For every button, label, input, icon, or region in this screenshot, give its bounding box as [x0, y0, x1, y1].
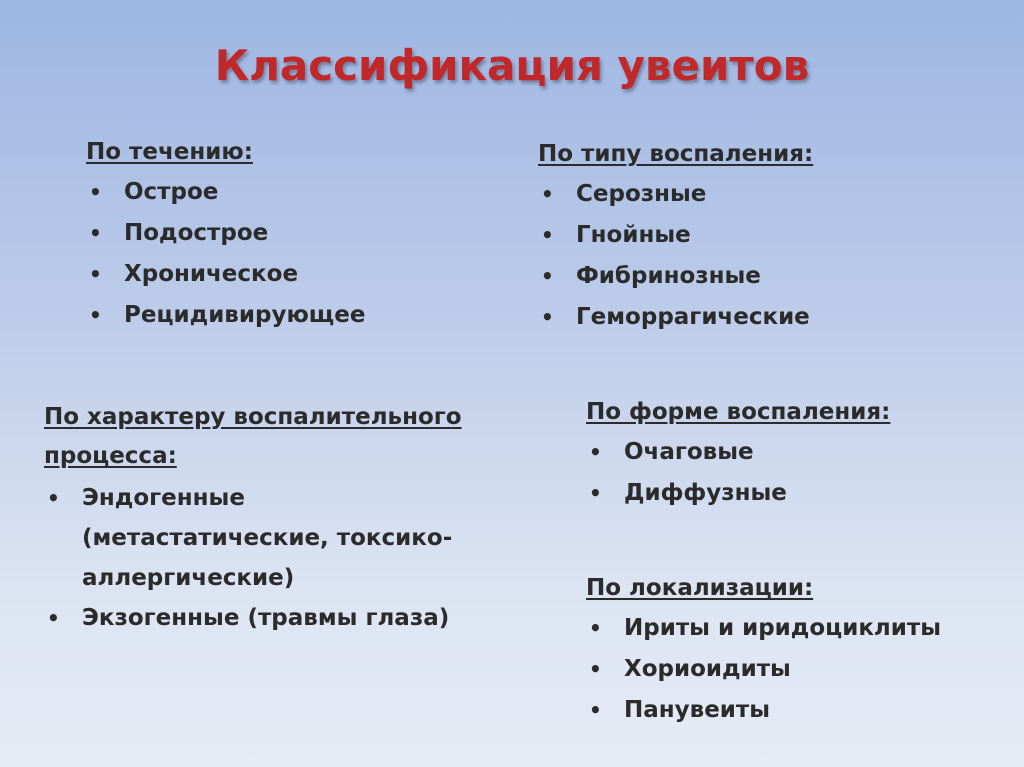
- list-item: [586, 473, 890, 514]
- list-item: [86, 254, 365, 295]
- bullet-icon: •: [589, 657, 602, 681]
- bullet-icon: •: [541, 264, 554, 288]
- list-item-text: Рецидивирующее: [124, 302, 366, 328]
- bullet-icon: •: [541, 223, 554, 247]
- list-item-text-line: аллергические): [82, 565, 295, 591]
- bullet-list: [44, 478, 462, 638]
- section-heading: [44, 398, 462, 476]
- list-item: [86, 213, 365, 254]
- list-item: [44, 598, 462, 638]
- bullet-icon: •: [541, 305, 554, 329]
- list-item: [538, 297, 813, 338]
- list-item: [586, 608, 941, 649]
- list-item-text: Очаговые: [624, 439, 754, 465]
- list-item: [86, 295, 365, 336]
- list-item: [538, 215, 813, 256]
- list-item: [44, 478, 462, 598]
- section-heading-line: По характеру воспалительного: [44, 404, 462, 430]
- bullet-icon: •: [589, 616, 602, 640]
- list-item-text: Геморрагические: [576, 304, 810, 330]
- section-by-inflammation-form: [586, 398, 890, 514]
- bullet-list: [586, 432, 890, 514]
- bullet-list: [586, 608, 941, 731]
- bullet-icon: •: [47, 606, 60, 630]
- list-item-text: Хориоидиты: [624, 656, 791, 682]
- section-by-course: [86, 138, 365, 336]
- bullet-icon: •: [589, 481, 602, 505]
- bullet-icon: •: [589, 440, 602, 464]
- bullet-icon: •: [89, 221, 102, 245]
- section-heading: По типу воспаления:: [538, 141, 814, 167]
- section-heading: По локализации:: [586, 575, 814, 601]
- section-heading: По форме воспаления:: [586, 399, 891, 425]
- list-item-text: Фибринозные: [576, 263, 761, 289]
- list-item: [586, 690, 941, 731]
- bullet-icon: •: [89, 262, 102, 286]
- list-item-text-line: Эндогенные: [82, 485, 245, 511]
- bullet-list: [86, 172, 365, 336]
- bullet-list: [538, 174, 813, 338]
- bullet-icon: •: [89, 303, 102, 327]
- section-heading: По течению:: [86, 139, 253, 165]
- list-item-text: Подострое: [124, 220, 269, 246]
- bullet-icon: •: [47, 486, 60, 510]
- list-item-text: Острое: [124, 179, 219, 205]
- list-item-text: Ириты и иридоциклиты: [624, 615, 942, 641]
- list-item-text: Серозные: [576, 181, 707, 207]
- list-item: [538, 174, 813, 215]
- list-item-text: Гнойные: [576, 222, 691, 248]
- list-item-text: Диффузные: [624, 480, 787, 506]
- list-item: [586, 432, 890, 473]
- bullet-icon: •: [589, 698, 602, 722]
- section-by-localization: [586, 574, 941, 731]
- list-item-text-line: (метастатические, токсико-: [82, 525, 453, 551]
- list-item-text: Хроническое: [124, 261, 299, 287]
- section-by-process-character: [44, 398, 462, 638]
- list-item: [538, 256, 813, 297]
- list-item: [586, 649, 941, 690]
- list-item-text-line: Экзогенные (травмы глаза): [82, 605, 450, 631]
- section-heading-line: процесса:: [44, 443, 177, 469]
- section-by-inflammation-type: [538, 140, 813, 338]
- list-item: [86, 172, 365, 213]
- list-item-text: Панувеиты: [624, 697, 771, 723]
- bullet-icon: •: [541, 182, 554, 206]
- bullet-icon: •: [89, 180, 102, 204]
- slide-title: Классификация увеитов: [214, 41, 810, 90]
